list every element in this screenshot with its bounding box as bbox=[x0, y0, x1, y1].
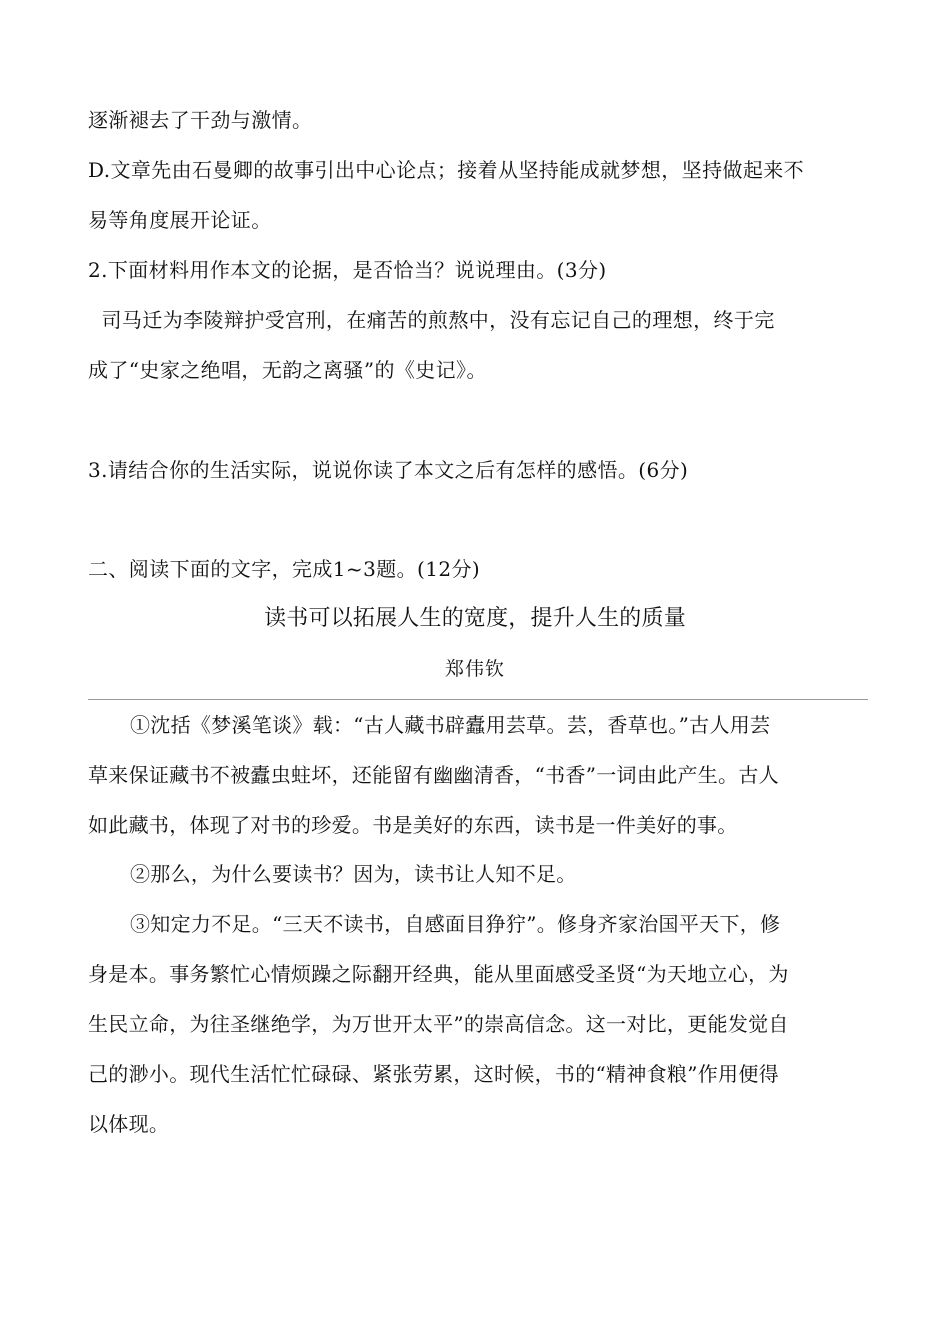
paragraph-3-line: 身是本。事务繁忙心情烦躁之际翻开经典，能从里面感受圣贤“为天地立心，为 bbox=[88, 962, 789, 986]
paragraph-1-line: 草来保证藏书不被蠹虫蛀坏，还能留有幽幽清香，“书香”一词由此产生。古人 bbox=[88, 763, 779, 787]
paragraph-3-line: 以体现。 bbox=[88, 1112, 170, 1136]
paragraph-1-line: 如此藏书，体现了对书的珍爱。书是美好的东西，读书是一件美好的事。 bbox=[88, 813, 738, 837]
paragraph-3-line: 己的渺小。现代生活忙忙碌碌、紧张劳累，这时候，书的“精神食粮”作用便得 bbox=[88, 1062, 779, 1086]
paragraph-1-line: ①沈括《梦溪笔谈》载：“古人藏书辟蠹用芸草。芸，香草也。”古人用芸 bbox=[130, 713, 771, 737]
question-2: 2.下面材料用作本文的论据，是否恰当？说说理由。(3分) bbox=[88, 258, 607, 282]
divider bbox=[88, 699, 868, 700]
option-d-line: D.文章先由石曼卿的故事引出中心论点；接着从坚持能成就梦想，坚持做起来不 bbox=[88, 158, 805, 182]
text-line: 易等角度展开论证。 bbox=[88, 208, 272, 232]
question-3: 3.请结合你的生活实际，说说你读了本文之后有怎样的感悟。(6分) bbox=[88, 458, 689, 482]
article-title: 读书可以拓展人生的宽度，提升人生的质量 bbox=[264, 606, 686, 631]
paragraph-2: ②那么，为什么要读书？因为，读书让人知不足。 bbox=[130, 862, 577, 886]
paragraph-3-line: ③知定力不足。“三天不读书，自感面目狰狞”。修身齐家治国平天下，修 bbox=[130, 912, 781, 936]
text-line: 逐渐褪去了干劲与激情。 bbox=[88, 108, 313, 132]
paragraph-3-line: 生民立命，为往圣继绝学，为万世开太平”的崇高信念。这一对比，更能发觉自 bbox=[88, 1012, 789, 1036]
article-author: 郑伟钦 bbox=[444, 658, 505, 680]
material-line: 成了“史家之绝唱，无韵之离骚”的《史记》。 bbox=[88, 358, 487, 382]
section-heading: 二、阅读下面的文字，完成1~3题。(12分) bbox=[88, 557, 481, 581]
material-line: 司马迁为李陵辩护受宫刑，在痛苦的煎熬中，没有忘记自己的理想，终于完 bbox=[88, 308, 775, 332]
